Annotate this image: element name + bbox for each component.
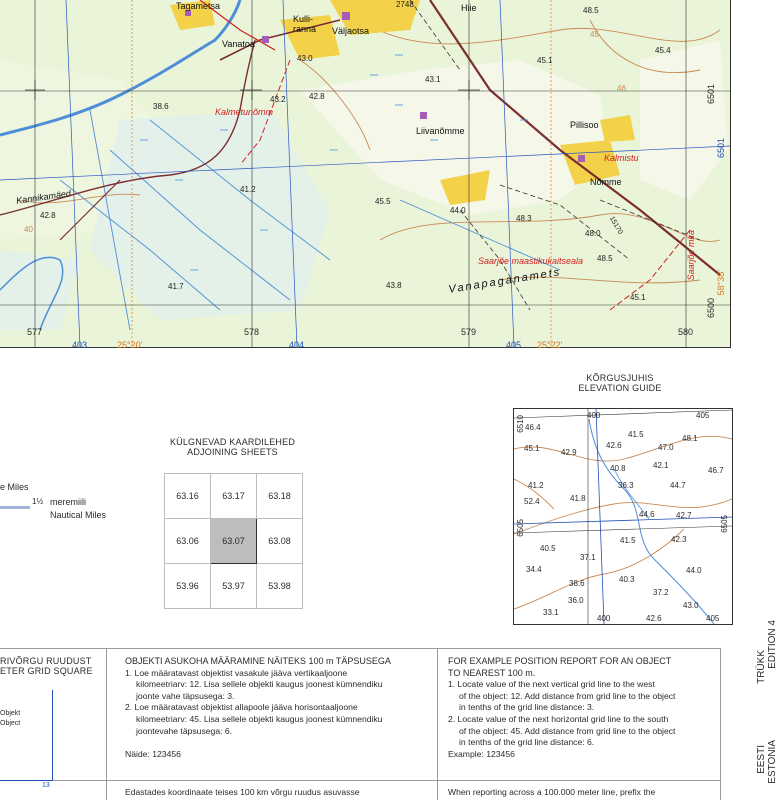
example-en-line: 2. Locate value of the next horizontal grid line to the south: [448, 713, 669, 724]
example-en-panel: [448, 656, 718, 760]
place-label: Pillisoo: [570, 120, 599, 130]
guide-spot: 44.6: [639, 510, 655, 519]
guide-grid-label: 400: [597, 614, 611, 623]
elevation-label: 48.3: [516, 214, 532, 223]
elevation-label: 44.0: [450, 206, 466, 215]
geo-label-bottom: 25°20': [117, 340, 143, 350]
example-en-title: FOR EXAMPLE POSITION REPORT FOR AN OBJECT: [448, 656, 672, 666]
guide-spot: 47.0: [658, 443, 674, 452]
example-et-panel: [125, 656, 430, 761]
scale-bar: [0, 506, 30, 509]
adjoining-sheets-table: [164, 473, 303, 609]
edition-trukk: TRÜKK: [756, 650, 767, 684]
edition-edition: EDITION 4: [767, 620, 778, 669]
guide-spot: 44.7: [670, 481, 686, 490]
place-label: Vanatoa: [222, 39, 255, 49]
guide-spot: 40.3: [619, 575, 635, 584]
example-et-footer: Edastades koordinaate teises 100 km võrgu ruudus asuvasse: [125, 787, 360, 797]
guide-grid-label: 405: [696, 411, 710, 420]
edition-estonia: ESTONIA: [767, 740, 778, 784]
example-en-line: 1. Locate value of the next vertical grid line to the west: [448, 679, 655, 690]
elevation-label: 43.1: [425, 75, 441, 84]
place-label: Liivanõmme: [416, 126, 465, 136]
guide-spot: 41.5: [620, 536, 636, 545]
guide-spot: 40.5: [540, 544, 556, 553]
adjoining-title: [165, 437, 300, 457]
grid-square-objekt: Objekt: [0, 710, 21, 717]
guide-spot: 42.7: [676, 511, 692, 520]
elevation-label: 45.5: [375, 197, 391, 206]
geo-label-bottom: 25°22': [537, 340, 563, 350]
elevation-label: 48.5: [597, 254, 613, 263]
guide-spot: 41.5: [628, 430, 644, 439]
km-label-bottom: 580: [678, 327, 694, 337]
grid-square-title-line: ETER GRID SQUARE: [0, 666, 93, 676]
marsh-area: [0, 250, 80, 330]
elevation-label: 42.8: [309, 92, 325, 101]
elevation-label: 38.6: [153, 102, 169, 111]
scale-fraction: 1½: [32, 497, 44, 506]
guide-grid-label: 6510: [516, 415, 525, 433]
km-label-bottom: 579: [461, 327, 477, 337]
adjoining-sheet[interactable]: 63.06: [165, 519, 211, 564]
elevation-label: 45.1: [630, 293, 646, 302]
guide-spot: 45.1: [524, 444, 540, 453]
guide-spot: 48.1: [682, 434, 698, 443]
divider: [106, 648, 107, 800]
example-en-line: in tenths of the grid line distance: 6.: [459, 737, 595, 748]
adjoining-sheet[interactable]: 63.08: [257, 519, 303, 564]
example-en-example: Example: 123456: [448, 748, 515, 759]
scale-miles-label: e Miles: [0, 482, 29, 492]
adjoining-sheet[interactable]: 53.98: [257, 564, 303, 609]
guide-spot: 43.0: [683, 601, 699, 610]
place-label: Kannikamäed: [15, 188, 72, 206]
elevation-label: 42.8: [40, 211, 56, 220]
example-et-example: Näide: 123456: [125, 749, 181, 760]
grid-square-corner: 13: [42, 782, 50, 789]
place-label: Kulli-: [293, 14, 314, 24]
grid-square-title-line: RIVÕRGU RUUDUST: [0, 656, 92, 666]
example-en-line: of the object: 12. Add distance from grid line to the object: [459, 690, 676, 701]
guide-spot: 42.1: [653, 461, 669, 470]
grid-label-bottom: 403: [72, 340, 88, 350]
divider: [0, 648, 720, 649]
adjoining-sheet[interactable]: 63.17: [211, 474, 257, 519]
field-area: [640, 40, 728, 200]
map-canvas: [0, 0, 730, 347]
guide-spot: 52.4: [524, 497, 540, 506]
example-en-footer: When reporting across a 100.000 meter line, prefix the: [448, 787, 656, 797]
guide-spot: 38.6: [569, 579, 585, 588]
guide-spot: 40.8: [610, 464, 626, 473]
example-et-line: joonte vahe täpsusega: 3.: [136, 690, 235, 701]
grid-label-right: 6501: [716, 138, 726, 159]
km-label-right: 6501: [706, 84, 716, 105]
place-label: ranna: [293, 24, 317, 34]
guide-spot: 36.0: [568, 596, 584, 605]
guide-spot: 42.9: [561, 448, 577, 457]
elevation-guide-panel: [513, 408, 733, 625]
grid-square-diagram: [0, 690, 53, 781]
current-sheet[interactable]: 63.07: [211, 519, 257, 564]
example-et-line: 2. Loe määratavast objektist allapoole jääva horisontaaljoone: [125, 702, 358, 713]
guide-spot: 41.8: [570, 494, 586, 503]
place-label: Saarjõe mka: [686, 230, 696, 281]
example-et-line: kilomeetriarv: 12. Lisa sellele objekti kaugus joonest kümnendiku: [136, 679, 383, 690]
elevation-label: 43.2: [270, 95, 286, 104]
elevation-label: 48.5: [583, 6, 599, 15]
place-label: Tagametsa: [176, 1, 221, 11]
guide-spot: 33.1: [543, 608, 559, 617]
adjoining-sheet[interactable]: 53.96: [165, 564, 211, 609]
adjoining-sheet[interactable]: 53.97: [211, 564, 257, 609]
elevation-label: 41.7: [168, 282, 184, 291]
guide-spot: 37.2: [653, 588, 669, 597]
divider: [437, 648, 438, 800]
km-label-bottom: 578: [244, 327, 260, 337]
example-en-line: in tenths of the grid line distance: 3.: [459, 702, 595, 713]
example-et-title: OBJEKTI ASUKOHA MÄÄRAMINE NÄITEKS 100 m TÄPSUSEGA: [125, 656, 391, 666]
example-et-line: kilomeetriarv: 45. Lisa sellele objekti kaugus joonest kümnendiku: [136, 713, 383, 724]
guide-spot: 46.4: [525, 423, 541, 432]
place-label: Vanapaganamets: [447, 266, 563, 296]
elevation-label: 43.8: [386, 281, 402, 290]
adjoining-sheet[interactable]: 63.16: [165, 474, 211, 519]
adjoining-title-en: ADJOINING SHEETS: [187, 447, 278, 457]
elevation-label: 45.1: [537, 56, 553, 65]
contour-value: 40: [24, 225, 33, 234]
guide-spot: 42.6: [606, 441, 622, 450]
geo-label-right: 58°38': [716, 270, 726, 296]
place-label: Hiie: [461, 3, 477, 13]
contour-value: 45: [590, 30, 599, 39]
guide-grid-label: 405: [706, 614, 720, 623]
elevation-label: 2748: [396, 0, 414, 9]
place-label: Kalmistu: [604, 153, 639, 163]
km-label-right: 6500: [706, 298, 716, 319]
adjoining-title-et: KÜLGNEVAD KAARDILEHED: [169, 437, 296, 447]
scale-nautical-et: meremiili: [50, 497, 86, 507]
elevation-label: 43.0: [297, 54, 313, 63]
adjoining-sheet[interactable]: 63.18: [257, 474, 303, 519]
grid-label-bottom: 404: [289, 340, 305, 350]
place-label: Nõmme: [590, 177, 622, 187]
road-number: 15170: [607, 215, 624, 236]
guide-spot: 42.6: [646, 614, 662, 623]
example-et-line: 1. Loe määratavast objektist vasakule jääva vertikaaljoone: [125, 667, 348, 678]
example-en-line: of the object: 45. Add distance from grid line to the object: [459, 725, 676, 736]
place-label: Väljaotsa: [332, 26, 370, 36]
guide-spot: 42.3: [671, 535, 687, 544]
km-label-bottom: 577: [27, 327, 43, 337]
guide-grid-label: 400: [587, 411, 601, 420]
elevation-guide-title: [560, 373, 680, 393]
guide-grid-label: 6505: [516, 519, 525, 537]
scale-nautical-en: Nautical Miles: [50, 510, 107, 520]
place-label: Saarjõe maastikukaitseala: [478, 256, 584, 266]
guide-spot: 37.1: [580, 553, 596, 562]
example-en-title: TO NEAREST 100 m.: [448, 667, 536, 678]
elevation-label: 48.0: [585, 229, 601, 238]
grid-square-title: [0, 656, 93, 676]
elevation-guide-title-en: ELEVATION GUIDE: [578, 383, 662, 393]
divider: [0, 780, 720, 781]
elevation-guide-map: [514, 409, 732, 624]
contour-value: 46: [617, 84, 626, 93]
marsh-area: [90, 110, 330, 320]
guide-grid-label: 6505: [720, 515, 729, 533]
place-label: Kalmetunõmm: [215, 107, 274, 117]
grid-square-object: Object: [0, 720, 21, 727]
example-et-line: joontevahe täpsusega: 6.: [136, 725, 233, 736]
guide-spot: 34.4: [526, 565, 542, 574]
edition-eesti: EESTI: [756, 745, 767, 774]
elevation-guide-title-et: KÕRGUSJUHIS: [586, 373, 654, 383]
topographic-map[interactable]: [0, 0, 731, 348]
guide-spot: 36.3: [618, 481, 634, 490]
guide-spot: 41.2: [528, 481, 544, 490]
elevation-label: 45.4: [655, 46, 671, 55]
guide-spot: 46.7: [708, 466, 724, 475]
divider: [720, 648, 721, 800]
elevation-label: 41.2: [240, 185, 256, 194]
grid-label-bottom: 405: [506, 340, 522, 350]
guide-spot: 44.0: [686, 566, 702, 575]
